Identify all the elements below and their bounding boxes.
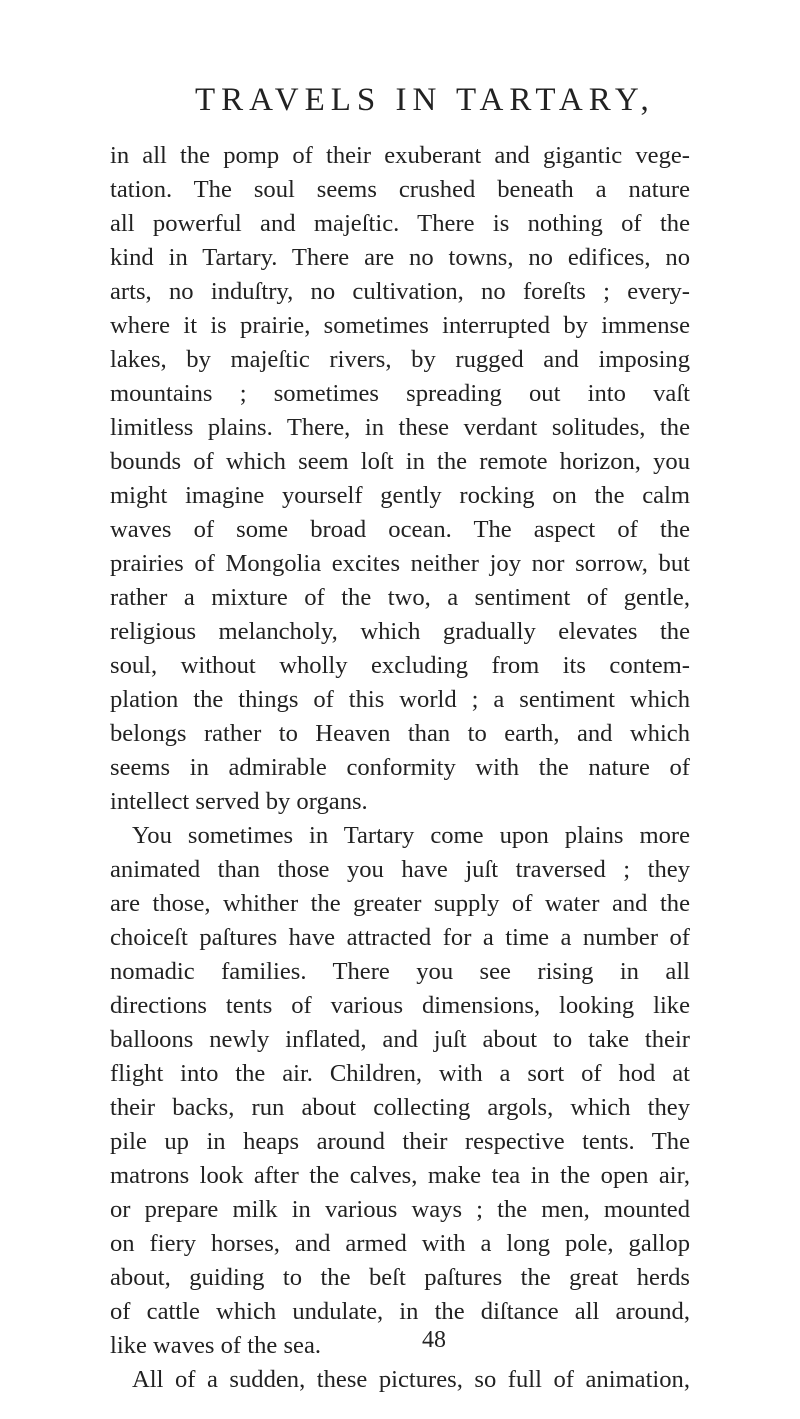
text-line: about, guiding to the beſt paſtures the great herds — [110, 1264, 690, 1291]
text-line: are those, whither the greater supply of water and the — [110, 890, 690, 917]
text-line: seems in admirable conformity with the nature of — [110, 754, 690, 781]
body-text — [110, 139, 690, 1397]
paragraph-1 — [110, 139, 690, 819]
text-line: where it is prairie, sometimes interrupted by immense — [110, 312, 690, 339]
text-line: like waves of the sea. — [110, 1332, 322, 1359]
text-line: mountains ; sometimes spreading out into vaſt — [110, 380, 690, 407]
page-number: 48 — [422, 1327, 446, 1353]
text-line: might imagine yourself gently rocking on the calm — [110, 482, 690, 509]
text-line: arts, no induſtry, no cultivation, no foreſts ; every- — [110, 278, 690, 305]
text-line: their backs, run about collecting argols, which they — [110, 1094, 690, 1121]
text-line: nomadic families. There you see rising in all — [110, 958, 690, 985]
text-line: You sometimes in Tartary come upon plains more — [132, 822, 690, 849]
text-line: religious melancholy, which gradually elevates the — [110, 618, 690, 645]
text-line: pile up in heaps around their respective tents. The — [110, 1128, 690, 1155]
text-line: choiceſt paſtures have attracted for a time a number of — [110, 924, 690, 951]
text-line: soul, without wholly excluding from its contem- — [110, 652, 690, 679]
text-line: rather a mixture of the two, a sentiment of gentle, — [110, 584, 690, 611]
text-line: or prepare milk in various ways ; the men, mounted — [110, 1196, 690, 1223]
text-line: kind in Tartary. There are no towns, no edifices, no — [110, 244, 690, 271]
text-line: of cattle which undulate, in the diſtance all around, — [110, 1298, 690, 1325]
text-line: plation the things of this world ; a sentiment which — [110, 686, 690, 713]
text-line: intellect served by organs. — [110, 788, 368, 815]
text-line: matrons look after the calves, make tea in the open air, — [110, 1162, 690, 1189]
text-line: animated than those you have juſt traversed ; they — [110, 856, 690, 883]
text-line: tation. The soul seems crushed beneath a nature — [110, 176, 690, 203]
running-head: TRAVELS IN TARTARY, — [195, 82, 655, 118]
text-line: belongs rather to Heaven than to earth, and which — [110, 720, 690, 747]
paragraph-2 — [110, 819, 690, 1363]
text-line: flight into the air. Children, with a sort of hod at — [110, 1060, 690, 1087]
text-line: lakes, by majeſtic rivers, by rugged and imposing — [110, 346, 690, 373]
text-line: bounds of which seem loſt in the remote horizon, you — [110, 448, 690, 475]
paragraph-3 — [110, 1363, 690, 1397]
text-line: in all the pomp of their exuberant and gigantic vege- — [110, 142, 690, 169]
text-line: All of a sudden, these pictures, so full of animation, — [132, 1366, 690, 1393]
text-line: limitless plains. There, in these verdant solitudes, the — [110, 414, 690, 441]
text-line: waves of some broad ocean. The aspect of the — [110, 516, 690, 543]
text-line: directions tents of various dimensions, looking like — [110, 992, 690, 1019]
text-line: prairies of Mongolia excites neither joy nor sorrow, but — [110, 550, 690, 577]
text-line: balloons newly inflated, and juſt about to take their — [110, 1026, 690, 1053]
text-line: on fiery horses, and armed with a long pole, gallop — [110, 1230, 690, 1257]
text-line: all powerful and majeſtic. There is nothing of the — [110, 210, 690, 237]
